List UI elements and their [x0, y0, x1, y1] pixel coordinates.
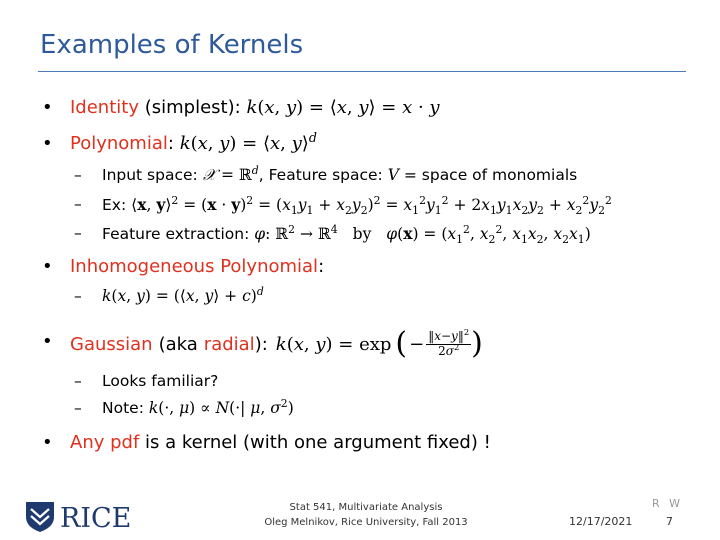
bullet-dot-icon: • [42, 256, 53, 277]
slide-title: Examples of Kernels [40, 30, 304, 60]
feature-extraction-label: Feature extraction: [102, 225, 250, 243]
bullet-dot-icon: • [42, 97, 53, 118]
footer-author: Oleg Melnikov, Rice University, Fall 2013 [264, 517, 468, 528]
by-word: by [352, 225, 372, 243]
page-number: 7 [666, 515, 673, 528]
input-space-label: Input space: [102, 166, 198, 184]
any-pdf-term: Any pdf [70, 432, 140, 453]
bullet-dot-icon: • [42, 432, 53, 453]
bullet-dot-icon: • [42, 331, 53, 352]
example-label: Ex: [102, 196, 127, 214]
gaussian-fraction: $\frac{‖x-y‖^2}{2\sigma^2}$ [428, 326, 470, 358]
gaussian-formula: k(x, y) = exp [275, 333, 392, 355]
feature-space-value: = space of monomials [403, 166, 578, 184]
rice-logo [24, 499, 134, 533]
bullet-dot-icon: • [42, 133, 53, 154]
radial-term: radial [203, 333, 255, 355]
any-pdf-desc: is a kernel (with one argument fixed) ! [145, 432, 491, 453]
gaussian-term: Gaussian [70, 333, 153, 355]
looks-familiar-text: Looks familiar? [102, 372, 219, 390]
example-formula: ⟨x, y⟩$^2$ = $(x \cdot y)^2 = (x_1y_1 + x_2y_2)^2 = x_1^2y_1^2 + 2x_1y_1x_2y_2 + x_2^2y_2^2$ [131, 193, 612, 218]
footer-initials: R W [652, 497, 684, 510]
note-label: Note: [102, 399, 144, 417]
feature-vector-formula: $\varphi(x) = (x_1^2$, $x_2^2$, $x_1x_2$, $x_2x_1$) [386, 222, 591, 247]
feature-space-label: , Feature space: [258, 166, 383, 184]
footer-course: Stat 541, Multivariate Analysis [289, 502, 443, 513]
identity-formula: k [246, 97, 258, 118]
inhomogeneous-term: Inhomogeneous Polynomial [70, 256, 319, 277]
inhomogeneous-formula: k(x, y) = (⟨x, y⟩ + c)$^d$ [102, 284, 264, 305]
footer-course-info [262, 500, 470, 530]
note-formula: k(·, μ) ∝ N(·| μ, $\sigma^2$) [148, 396, 294, 417]
polynomial-formula: k [179, 133, 191, 154]
polynomial-term: Polynomial [70, 133, 168, 154]
feature-map-formula: φ: ℝ$^2$ → ℝ$^4$ [254, 222, 338, 243]
identity-desc: (simplest): [144, 97, 241, 118]
footer-date: 12/17/2021 [569, 515, 633, 528]
identity-term: Identity [70, 97, 139, 118]
rice-shield-icon [24, 499, 134, 533]
rice-logo-text: RICE [60, 503, 132, 533]
title-divider [38, 71, 686, 72]
gaussian-aka: (aka [158, 333, 198, 355]
